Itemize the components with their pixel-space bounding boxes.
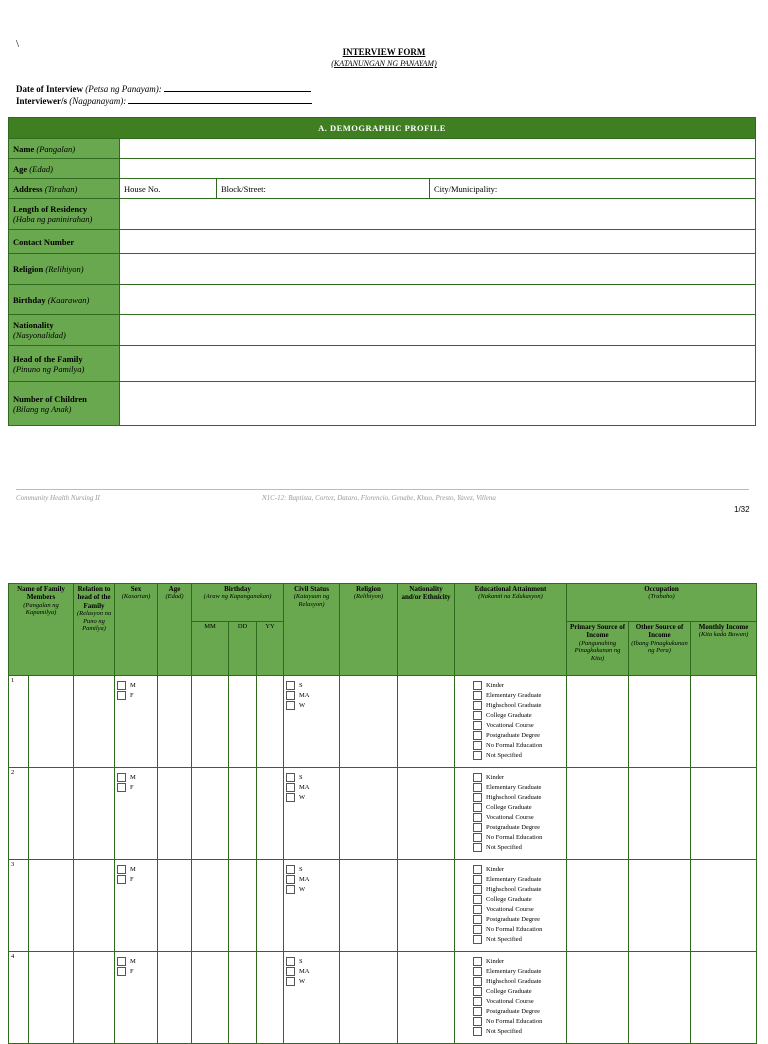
checkbox[interactable] [286,691,295,700]
header-relation: Relation to head of the Family (Relasyon na Puno ng Pamilya) [74,584,115,676]
checkbox[interactable] [473,681,482,690]
checkbox[interactable] [117,875,126,884]
education-field [455,860,567,952]
sex-option[interactable]: F [117,874,155,884]
education-option[interactable]: No Formal Education [473,832,564,842]
checkbox[interactable] [473,915,482,924]
sex-option[interactable]: F [117,966,155,976]
education-option[interactable]: Kinder [473,772,564,782]
birth-dd-field[interactable] [229,676,257,768]
primary-income-field[interactable] [567,768,629,860]
nationality-field[interactable] [398,952,455,1044]
checkbox[interactable] [286,885,295,894]
interviewer-line [16,95,312,106]
monthly-income-field[interactable] [691,676,757,768]
education-option[interactable]: Elementary Graduate [473,966,564,976]
education-field [455,676,567,768]
checkbox[interactable] [473,793,482,802]
family-members-table [8,583,757,1044]
sex-field [115,676,158,768]
date-field[interactable] [164,83,311,92]
nationality-field[interactable] [398,676,455,768]
checkbox[interactable] [473,1017,482,1026]
education-option[interactable]: Not Specified [473,842,564,852]
checkbox[interactable] [473,997,482,1006]
birth-yy-field[interactable] [257,676,284,768]
primary-income-field[interactable] [567,676,629,768]
footer-course: Community Health Nursing II [16,494,100,502]
checkbox[interactable] [473,905,482,914]
checkbox[interactable] [473,731,482,740]
sex-field [115,860,158,952]
checkbox[interactable] [473,711,482,720]
civil-status-option[interactable]: S [286,956,337,966]
checkbox[interactable] [117,773,126,782]
contact-field[interactable] [120,230,756,254]
birthday-field[interactable] [120,285,756,315]
family-member-row [9,768,757,860]
row-number: 4 [9,952,29,1044]
sex-option[interactable]: F [117,782,155,792]
education-option[interactable]: No Formal Education [473,1016,564,1026]
checkbox[interactable] [286,865,295,874]
civil-status-option[interactable]: MA [286,874,337,884]
checkbox[interactable] [473,967,482,976]
education-option[interactable]: Postgraduate Degree [473,822,564,832]
education-option[interactable]: Vocational Course [473,996,564,1006]
sex-option[interactable]: M [117,680,155,690]
block-street-field[interactable]: Block/Street: [217,179,430,199]
checkbox[interactable] [473,691,482,700]
civil-status-field [284,952,340,1044]
civil-status-option[interactable]: MA [286,782,337,792]
age-field[interactable] [158,860,192,952]
religion-label: Religion (Relihiyon) [9,254,120,285]
birth-mm-field[interactable] [192,952,229,1044]
header-monthly-income: Monthly Income (Kita kada Buwan) [691,622,757,676]
education-option[interactable]: Vocational Course [473,812,564,822]
header-mm: MM [192,622,229,676]
nationality-field[interactable] [398,860,455,952]
checkbox[interactable] [473,935,482,944]
birth-dd-field[interactable] [229,768,257,860]
education-option[interactable]: Postgraduate Degree [473,730,564,740]
nationality-label: Nationality (Nasyonalidad) [9,315,120,346]
other-income-field[interactable] [629,860,691,952]
birth-dd-field[interactable] [229,860,257,952]
checkbox[interactable] [473,987,482,996]
education-option[interactable]: Elementary Graduate [473,782,564,792]
checkbox[interactable] [286,957,295,966]
monthly-income-field[interactable] [691,860,757,952]
demographic-table [8,117,756,426]
education-option[interactable]: College Graduate [473,986,564,996]
other-income-field[interactable] [629,768,691,860]
checkbox[interactable] [473,957,482,966]
birth-dd-field[interactable] [229,952,257,1044]
header-age: Age (Edad) [158,584,192,676]
education-option[interactable]: Highschool Graduate [473,884,564,894]
relation-field[interactable] [74,676,115,768]
header-sex: Sex (Kasarian) [115,584,158,676]
sex-field [115,952,158,1044]
education-field [455,952,567,1044]
row-number: 2 [9,768,29,860]
education-option[interactable]: Elementary Graduate [473,874,564,884]
civil-status-option[interactable]: S [286,772,337,782]
checkbox[interactable] [286,793,295,802]
checkbox[interactable] [117,865,126,874]
education-option[interactable]: Vocational Course [473,904,564,914]
member-name-field[interactable] [29,952,74,1044]
education-option[interactable]: Highschool Graduate [473,700,564,710]
civil-status-option[interactable]: MA [286,966,337,976]
date-of-interview-line [16,83,311,94]
footer-divider [16,489,749,490]
checkbox[interactable] [473,833,482,842]
checkbox[interactable] [286,773,295,782]
primary-income-field[interactable] [567,952,629,1044]
interviewer-label-alt: (Nagpanayam): [69,96,127,106]
checkbox[interactable] [117,967,126,976]
sex-field [115,768,158,860]
nationality-field[interactable] [398,768,455,860]
checkbox[interactable] [473,741,482,750]
age-field[interactable] [158,676,192,768]
header-occupation: Occupation (Trabaho) [567,584,757,622]
residency-field[interactable] [120,199,756,230]
address-label: Address (Tirahan) [9,179,120,199]
education-option[interactable]: Postgraduate Degree [473,1006,564,1016]
other-income-field[interactable] [629,676,691,768]
education-option[interactable]: Kinder [473,956,564,966]
religion-field[interactable] [340,952,398,1044]
header-religion: Religion (Relihiyon) [340,584,398,676]
sex-option[interactable]: M [117,864,155,874]
civil-status-option[interactable]: W [286,884,337,894]
birth-mm-field[interactable] [192,860,229,952]
religion-field[interactable] [340,860,398,952]
education-option[interactable]: Elementary Graduate [473,690,564,700]
civil-status-field [284,768,340,860]
checkbox[interactable] [117,957,126,966]
education-option[interactable]: Vocational Course [473,720,564,730]
relation-field[interactable] [74,860,115,952]
birth-yy-field[interactable] [257,768,284,860]
age-label: Age (Edad) [9,159,120,179]
member-name-field[interactable] [29,768,74,860]
date-label: Date of Interview [16,84,83,94]
checkbox[interactable] [473,885,482,894]
checkbox[interactable] [473,875,482,884]
checkbox[interactable] [473,751,482,760]
birth-mm-field[interactable] [192,676,229,768]
education-option[interactable]: Kinder [473,680,564,690]
education-option[interactable]: Not Specified [473,750,564,760]
header-primary-income: Primary Source of Income (Pangunahing Pinagkukunan ng Kita) [567,622,629,676]
header-nationality: Nationality and/or Ethnicity [398,584,455,676]
checkbox[interactable] [286,967,295,976]
primary-income-field[interactable] [567,860,629,952]
stray-mark: \ [16,38,20,50]
head-label: Head of the Family (Pinuno ng Pamilya) [9,346,120,382]
sex-option[interactable]: M [117,772,155,782]
checkbox[interactable] [473,925,482,934]
date-label-alt: (Petsa ng Panayam): [85,84,162,94]
education-option[interactable]: No Formal Education [473,924,564,934]
education-option[interactable]: Not Specified [473,934,564,944]
checkbox[interactable] [286,701,295,710]
relation-field[interactable] [74,952,115,1044]
religion-field[interactable] [340,676,398,768]
education-option[interactable]: College Graduate [473,710,564,720]
header-yy: YY [257,622,284,676]
birth-mm-field[interactable] [192,768,229,860]
checkbox[interactable] [473,803,482,812]
civil-status-option[interactable]: W [286,700,337,710]
religion-field[interactable] [340,768,398,860]
checkbox[interactable] [473,977,482,986]
form-title: INTERVIEW FORM [342,47,426,57]
header-education: Educational Attainment (Nakamit na Edukasyon) [455,584,567,676]
checkbox[interactable] [286,681,295,690]
checkbox[interactable] [286,977,295,986]
age-field[interactable] [158,952,192,1044]
sex-option[interactable]: M [117,956,155,966]
children-label: Number of Children (Bilang ng Anak) [9,382,120,426]
family-member-row [9,676,757,768]
education-option[interactable]: Kinder [473,864,564,874]
religion-field[interactable] [120,254,756,285]
residency-label: Length of Residency (Haba ng paninirahan) [9,199,120,230]
form-subtitle: (KATANUNGAN NG PANAYAM) [331,59,437,68]
checkbox[interactable] [473,783,482,792]
family-member-row [9,952,757,1044]
civil-status-field [284,676,340,768]
relation-field[interactable] [74,768,115,860]
interviewer-field[interactable] [128,95,312,104]
civil-status-option[interactable]: MA [286,690,337,700]
birth-yy-field[interactable] [257,952,284,1044]
checkbox[interactable] [473,895,482,904]
civil-status-option[interactable]: S [286,864,337,874]
checkbox[interactable] [117,783,126,792]
checkbox[interactable] [286,875,295,884]
head-field[interactable] [120,346,756,382]
checkbox[interactable] [473,1027,482,1036]
monthly-income-field[interactable] [691,768,757,860]
education-field [455,768,567,860]
header-other-income: Other Source of Income (Ibang Pinagkukunan ng Pera) [629,622,691,676]
header-name: Name of Family Members (Pangalan ng Kapamilya) [9,584,74,676]
row-number: 3 [9,860,29,952]
name-field[interactable] [120,139,756,159]
section-title: A. DEMOGRAPHIC PROFILE [9,118,756,139]
footer-authors: N1C-12: Baptista, Cortez, Dataro, Florencio, Genabe, Khuo, Presto, Yavez, Villena [262,494,496,502]
name-label: Name (Pangalan) [9,139,120,159]
other-income-field[interactable] [629,952,691,1044]
checkbox[interactable] [473,721,482,730]
education-option[interactable]: Postgraduate Degree [473,914,564,924]
nationality-field[interactable] [120,315,756,346]
civil-status-option[interactable]: W [286,976,337,986]
civil-status-option[interactable]: W [286,792,337,802]
city-field[interactable]: City/Municipality: [430,179,756,199]
checkbox[interactable] [473,865,482,874]
checkbox[interactable] [117,681,126,690]
checkbox[interactable] [473,813,482,822]
education-option[interactable]: Highschool Graduate [473,792,564,802]
checkbox[interactable] [473,701,482,710]
member-name-field[interactable] [29,676,74,768]
sex-option[interactable]: F [117,690,155,700]
checkbox[interactable] [473,1007,482,1016]
member-name-field[interactable] [29,860,74,952]
monthly-income-field[interactable] [691,952,757,1044]
family-member-row [9,860,757,952]
education-option[interactable]: No Formal Education [473,740,564,750]
age-field[interactable] [120,159,756,179]
education-option[interactable]: College Graduate [473,802,564,812]
checkbox[interactable] [473,773,482,782]
checkbox[interactable] [473,823,482,832]
children-field[interactable] [120,382,756,426]
civil-status-option[interactable]: S [286,680,337,690]
checkbox[interactable] [117,691,126,700]
birth-yy-field[interactable] [257,860,284,952]
education-option[interactable]: Highschool Graduate [473,976,564,986]
checkbox[interactable] [473,843,482,852]
civil-status-field [284,860,340,952]
house-no-field[interactable]: House No. [120,179,217,199]
header-dd: DD [229,622,257,676]
interviewer-label: Interviewer/s [16,96,67,106]
row-number: 1 [9,676,29,768]
education-option[interactable]: Not Specified [473,1026,564,1036]
contact-label: Contact Number [9,230,120,254]
header-birthday: Birthday (Araw ng Kapanganakan) [192,584,284,622]
education-option[interactable]: College Graduate [473,894,564,904]
page-number: 1/32 [734,505,750,514]
age-field[interactable] [158,768,192,860]
checkbox[interactable] [286,783,295,792]
header-civil-status: Civil Status (Katayuan ng Relasyon) [284,584,340,676]
birthday-label: Birthday (Kaarawan) [9,285,120,315]
